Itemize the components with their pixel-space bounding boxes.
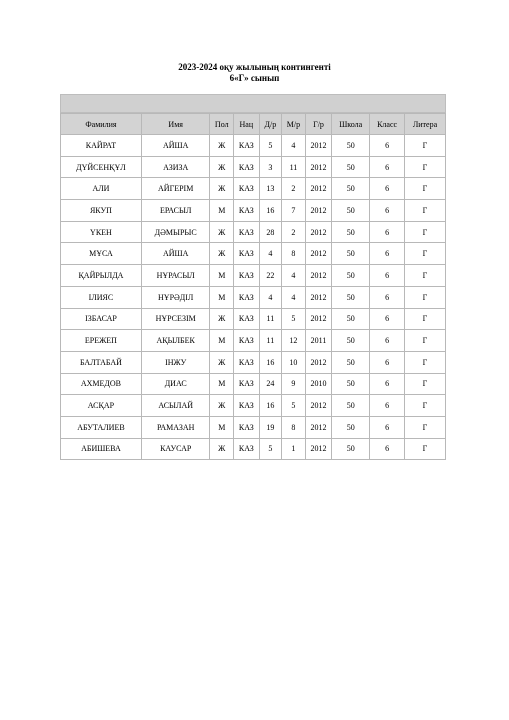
birth-day-cell: 11 <box>259 330 282 352</box>
birth-day-cell: 28 <box>259 221 282 243</box>
name-cell: АСЫЛАЙ <box>141 395 210 417</box>
class-cell: 6 <box>370 286 405 308</box>
nationality-cell: КАЗ <box>234 373 260 395</box>
school-cell: 50 <box>332 265 370 287</box>
student-roster-table <box>60 113 446 460</box>
nationality-cell: КАЗ <box>234 351 260 373</box>
birth-month-cell: 11 <box>282 156 306 178</box>
nationality-cell: КАЗ <box>234 156 260 178</box>
surname-cell: АСҚАР <box>61 395 142 417</box>
school-cell: 50 <box>332 135 370 157</box>
table-row <box>61 416 446 438</box>
surname-cell: ЕРЕЖЕП <box>61 330 142 352</box>
letter-cell: Г <box>404 308 445 330</box>
table-row <box>61 438 446 460</box>
surname-cell: ДҮЙСЕНҚҰЛ <box>61 156 142 178</box>
birth-year-cell: 2012 <box>305 438 332 460</box>
birth-month-cell: 4 <box>282 135 306 157</box>
header-birth-day: Д/р <box>259 114 282 135</box>
letter-cell: Г <box>404 265 445 287</box>
school-cell: 50 <box>332 438 370 460</box>
school-cell: 50 <box>332 373 370 395</box>
nationality-cell: КАЗ <box>234 135 260 157</box>
table-row <box>61 373 446 395</box>
table-row <box>61 200 446 222</box>
birth-day-cell: 5 <box>259 135 282 157</box>
letter-cell: Г <box>404 178 445 200</box>
table-row <box>61 156 446 178</box>
class-cell: 6 <box>370 178 405 200</box>
name-cell: НҰРАСЫЛ <box>141 265 210 287</box>
name-cell: АҚЫЛБЕК <box>141 330 210 352</box>
birth-month-cell: 7 <box>282 200 306 222</box>
sex-cell: М <box>210 330 234 352</box>
class-cell: 6 <box>370 243 405 265</box>
surname-cell: ІЛИЯС <box>61 286 142 308</box>
name-cell: ДӘМЫРЫС <box>141 221 210 243</box>
class-cell: 6 <box>370 200 405 222</box>
birth-month-cell: 5 <box>282 308 306 330</box>
nationality-cell: КАЗ <box>234 243 260 265</box>
nationality-cell: КАЗ <box>234 395 260 417</box>
birth-year-cell: 2012 <box>305 178 332 200</box>
document-header <box>0 62 509 84</box>
class-subtitle: 6«Г» сынып <box>229 73 280 83</box>
sex-cell: М <box>210 286 234 308</box>
birth-month-cell: 4 <box>282 265 306 287</box>
school-cell: 50 <box>332 156 370 178</box>
name-cell: РАМАЗАН <box>141 416 210 438</box>
class-cell: 6 <box>370 395 405 417</box>
sex-cell: Ж <box>210 308 234 330</box>
surname-cell: АБИШЕВА <box>61 438 142 460</box>
nationality-cell: КАЗ <box>234 330 260 352</box>
nationality-cell: КАЗ <box>234 200 260 222</box>
name-cell: НҰРСЕЗІМ <box>141 308 210 330</box>
sex-cell: М <box>210 200 234 222</box>
letter-cell: Г <box>404 351 445 373</box>
surname-cell: МҰСА <box>61 243 142 265</box>
birth-month-cell: 8 <box>282 416 306 438</box>
birth-year-cell: 2012 <box>305 351 332 373</box>
school-cell: 50 <box>332 286 370 308</box>
surname-cell: АХМЕДОВ <box>61 373 142 395</box>
name-cell: АЙША <box>141 243 210 265</box>
birth-day-cell: 16 <box>259 351 282 373</box>
nationality-cell: КАЗ <box>234 221 260 243</box>
letter-cell: Г <box>404 243 445 265</box>
nationality-cell: КАЗ <box>234 265 260 287</box>
class-cell: 6 <box>370 373 405 395</box>
sex-cell: М <box>210 265 234 287</box>
header-sex: Пол <box>210 114 234 135</box>
letter-cell: Г <box>404 438 445 460</box>
school-cell: 50 <box>332 330 370 352</box>
sex-cell: Ж <box>210 135 234 157</box>
birth-day-cell: 19 <box>259 416 282 438</box>
school-cell: 50 <box>332 243 370 265</box>
class-cell: 6 <box>370 221 405 243</box>
name-cell: ЕРАСЫЛ <box>141 200 210 222</box>
birth-month-cell: 2 <box>282 178 306 200</box>
birth-year-cell: 2012 <box>305 308 332 330</box>
name-cell: КАУСАР <box>141 438 210 460</box>
name-cell: АЙША <box>141 135 210 157</box>
letter-cell: Г <box>404 286 445 308</box>
header-letter: Литера <box>404 114 445 135</box>
birth-day-cell: 16 <box>259 200 282 222</box>
table-row <box>61 351 446 373</box>
table-top-band <box>60 94 446 113</box>
table-row <box>61 395 446 417</box>
sex-cell: М <box>210 416 234 438</box>
birth-month-cell: 9 <box>282 373 306 395</box>
school-cell: 50 <box>332 416 370 438</box>
birth-year-cell: 2012 <box>305 156 332 178</box>
letter-cell: Г <box>404 221 445 243</box>
birth-year-cell: 2012 <box>305 395 332 417</box>
school-cell: 50 <box>332 351 370 373</box>
birth-day-cell: 5 <box>259 438 282 460</box>
nationality-cell: КАЗ <box>234 286 260 308</box>
table-row <box>61 135 446 157</box>
surname-cell: ҚАЙРЫЛДА <box>61 265 142 287</box>
birth-year-cell: 2012 <box>305 416 332 438</box>
letter-cell: Г <box>404 135 445 157</box>
table-row <box>61 221 446 243</box>
class-cell: 6 <box>370 135 405 157</box>
table-row <box>61 308 446 330</box>
letter-cell: Г <box>404 416 445 438</box>
class-cell: 6 <box>370 330 405 352</box>
birth-day-cell: 13 <box>259 178 282 200</box>
header-birth-month: М/р <box>282 114 306 135</box>
school-cell: 50 <box>332 178 370 200</box>
surname-cell: КАЙРАТ <box>61 135 142 157</box>
sex-cell: Ж <box>210 156 234 178</box>
birth-day-cell: 16 <box>259 395 282 417</box>
sex-cell: Ж <box>210 395 234 417</box>
header-nationality: Нац <box>234 114 260 135</box>
birth-month-cell: 5 <box>282 395 306 417</box>
birth-day-cell: 24 <box>259 373 282 395</box>
header-school: Школа <box>332 114 370 135</box>
class-cell: 6 <box>370 438 405 460</box>
birth-month-cell: 8 <box>282 243 306 265</box>
school-cell: 50 <box>332 200 370 222</box>
name-cell: НҰРӘДІЛ <box>141 286 210 308</box>
birth-day-cell: 4 <box>259 286 282 308</box>
birth-year-cell: 2011 <box>305 330 332 352</box>
table-row <box>61 178 446 200</box>
header-name: Имя <box>141 114 210 135</box>
header-birth-year: Г/р <box>305 114 332 135</box>
birth-month-cell: 10 <box>282 351 306 373</box>
nationality-cell: КАЗ <box>234 416 260 438</box>
name-cell: АЙГЕРІМ <box>141 178 210 200</box>
birth-day-cell: 3 <box>259 156 282 178</box>
class-cell: 6 <box>370 351 405 373</box>
letter-cell: Г <box>404 395 445 417</box>
table-row <box>61 243 446 265</box>
school-cell: 50 <box>332 221 370 243</box>
class-cell: 6 <box>370 265 405 287</box>
class-cell: 6 <box>370 308 405 330</box>
sex-cell: М <box>210 373 234 395</box>
nationality-cell: КАЗ <box>234 178 260 200</box>
surname-cell: ІЗБАСАР <box>61 308 142 330</box>
name-cell: ДИАС <box>141 373 210 395</box>
surname-cell: ЯКУП <box>61 200 142 222</box>
birth-month-cell: 12 <box>282 330 306 352</box>
surname-cell: АЛИ <box>61 178 142 200</box>
surname-cell: АБУТАЛИЕВ <box>61 416 142 438</box>
surname-cell: БАЛТАБАЙ <box>61 351 142 373</box>
birth-day-cell: 22 <box>259 265 282 287</box>
name-cell: ІНЖУ <box>141 351 210 373</box>
birth-year-cell: 2012 <box>305 286 332 308</box>
header-surname: Фамилия <box>61 114 142 135</box>
table-header-row <box>61 114 446 135</box>
sex-cell: Ж <box>210 178 234 200</box>
nationality-cell: КАЗ <box>234 438 260 460</box>
birth-year-cell: 2010 <box>305 373 332 395</box>
school-cell: 50 <box>332 395 370 417</box>
class-cell: 6 <box>370 156 405 178</box>
school-cell: 50 <box>332 308 370 330</box>
letter-cell: Г <box>404 156 445 178</box>
sex-cell: Ж <box>210 351 234 373</box>
header-class: Класс <box>370 114 405 135</box>
surname-cell: ҮКЕН <box>61 221 142 243</box>
document-title: 2023-2024 оқу жылының контингенті <box>178 62 331 72</box>
birth-year-cell: 2012 <box>305 135 332 157</box>
table-row <box>61 286 446 308</box>
sex-cell: Ж <box>210 438 234 460</box>
birth-year-cell: 2012 <box>305 243 332 265</box>
sex-cell: Ж <box>210 221 234 243</box>
table-row <box>61 265 446 287</box>
birth-year-cell: 2012 <box>305 221 332 243</box>
birth-month-cell: 1 <box>282 438 306 460</box>
class-cell: 6 <box>370 416 405 438</box>
table-row <box>61 330 446 352</box>
table-body <box>61 135 446 460</box>
birth-month-cell: 2 <box>282 221 306 243</box>
birth-year-cell: 2012 <box>305 200 332 222</box>
letter-cell: Г <box>404 200 445 222</box>
name-cell: АЗИЗА <box>141 156 210 178</box>
birth-year-cell: 2012 <box>305 265 332 287</box>
sex-cell: Ж <box>210 243 234 265</box>
letter-cell: Г <box>404 373 445 395</box>
letter-cell: Г <box>404 330 445 352</box>
birth-day-cell: 4 <box>259 243 282 265</box>
birth-day-cell: 11 <box>259 308 282 330</box>
birth-month-cell: 4 <box>282 286 306 308</box>
nationality-cell: КАЗ <box>234 308 260 330</box>
